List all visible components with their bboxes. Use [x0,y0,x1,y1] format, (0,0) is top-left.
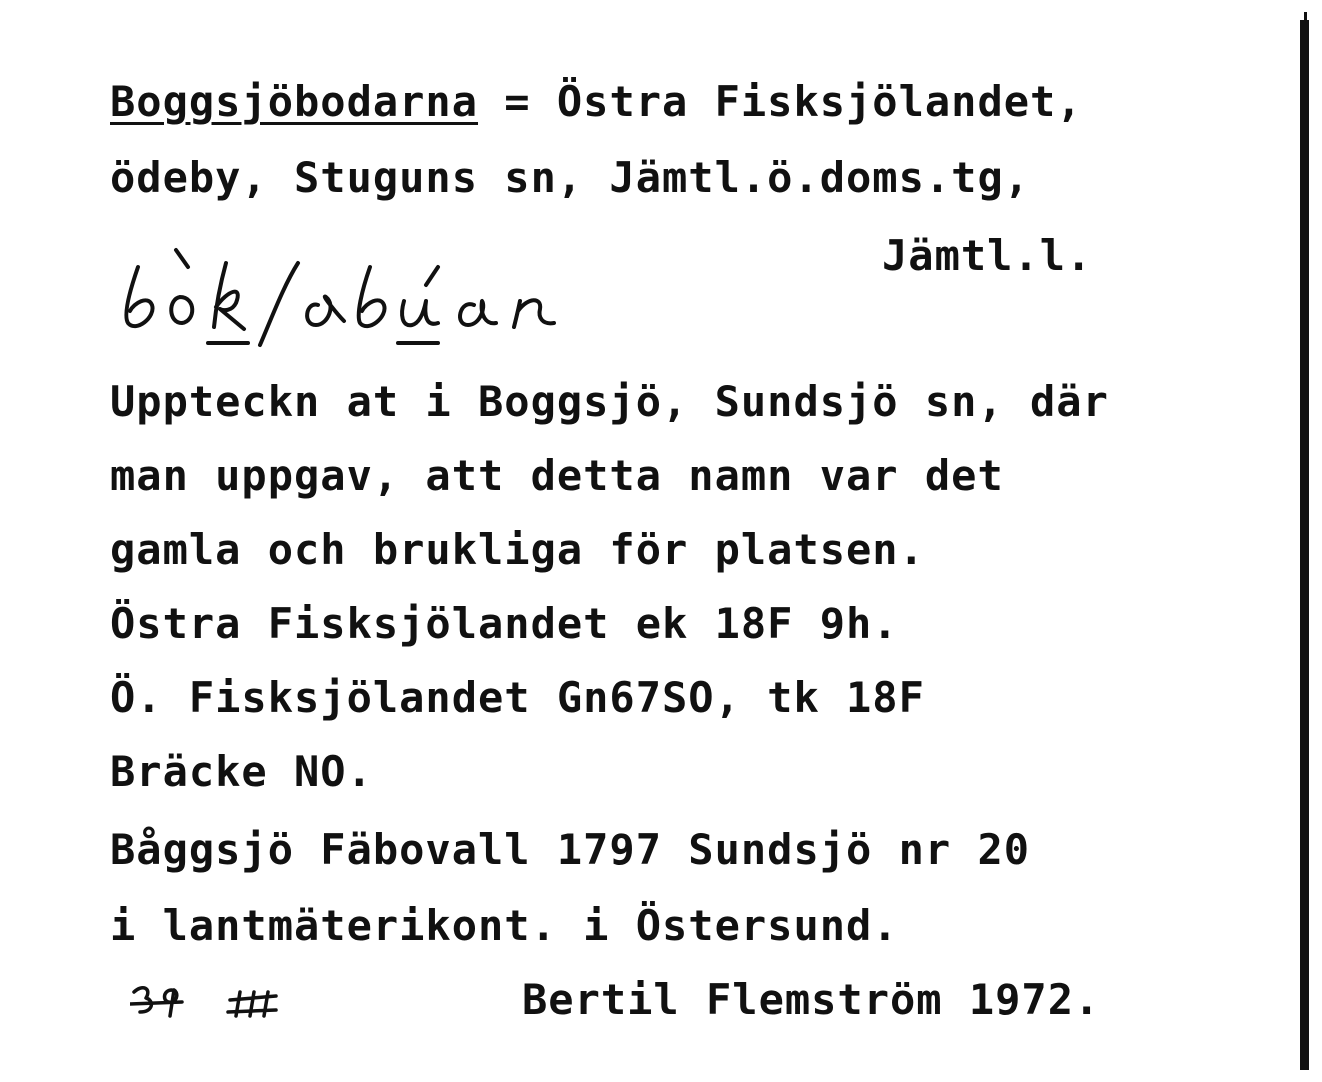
handwritten-pronunciation [108,245,668,355]
body-line-3: gamla och brukliga för platsen. [110,525,925,574]
card-edge-line [1300,20,1309,1070]
entry-line-3: Jämtl.l. [882,231,1093,280]
body-line-2: man uppgav, att detta namn var det [110,451,1004,500]
entry-line-1 [110,78,1083,126]
body-line-4: Östra Fisksjölandet ek 18F 9h. [110,599,899,648]
headword: Boggsjöbodarna [110,77,479,126]
card-edge-tick [1304,12,1307,30]
signature: Bertil Flemström 1972. [522,975,1101,1024]
handwritten-annotation [130,982,310,1032]
body-line-8: i lantmäterikont. i Östersund. [110,901,899,950]
body-line-1: Uppteckn at i Boggsjö, Sundsjö sn, där [110,377,1109,426]
entry-line-2: ödeby, Stuguns sn, Jämtl.ö.doms.tg, [110,153,1031,202]
entry-line-1-rest: = Östra Fisksjölandet, [478,77,1083,126]
body-line-5: Ö. Fisksjölandet Gn67SO, tk 18F [110,673,925,722]
body-line-7: Båggsjö Fäbovall 1797 Sundsjö nr 20 [110,825,1031,874]
body-line-6: Bräcke NO. [110,747,373,796]
